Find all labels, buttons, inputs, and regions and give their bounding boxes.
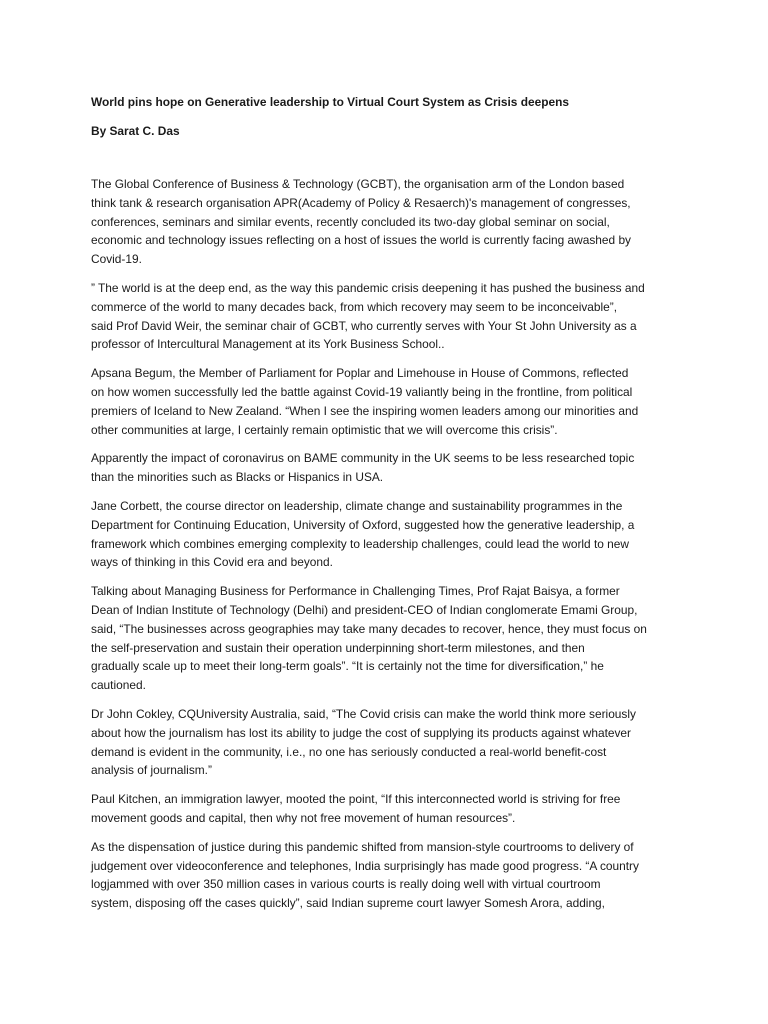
paragraph-line: Dean of Indian Institute of Technology (Delhi) and president-CEO of Indian conglomerate Emami Group, — [91, 602, 638, 617]
article-byline: By Sarat C. Das — [91, 124, 180, 138]
paragraph-line: said, “The businesses across geographies may take many decades to recover, hence, they must focus on — [91, 621, 647, 636]
paragraph-line: conferences, seminars and similar events, recently concluded its two-day global seminar on social, — [91, 214, 610, 229]
paragraph-line: Paul Kitchen, an immigration lawyer, mooted the point, “If this interconnected world is striving for free — [91, 792, 621, 807]
paragraph-line: As the dispensation of justice during this pandemic shifted from mansion-style courtrooms to delivery of — [91, 839, 634, 854]
paragraph-line: about how the journalism has lost its ability to judge the cost of supplying its products against whatever — [91, 725, 632, 740]
paragraph-line: Dr John Cokley, CQUniversity Australia, said, “The Covid crisis can make the world think more seriously — [91, 706, 636, 721]
paragraph-line: movement goods and capital, then why not free movement of human resources”. — [91, 810, 516, 825]
paragraph-line: ” The world is at the deep end, as the way this pandemic crisis deepening it has pushed the business and — [91, 280, 645, 295]
paragraph-line: Covid-19. — [91, 252, 142, 267]
paragraph-line: logjammed with over 350 million cases in various courts is really doing well with virtual courtroom — [91, 877, 601, 892]
paragraph-line: Jane Corbett, the course director on leadership, climate change and sustainability programmes in the — [91, 498, 623, 513]
paragraph — [91, 582, 691, 695]
paragraph — [91, 790, 691, 828]
paragraph-line: commerce of the world to many decades back, from which recovery may seem to be inconceivable”, — [91, 299, 618, 314]
paragraph-line: Department for Continuing Education, University of Oxford, suggested how the generative leadership, a — [91, 517, 635, 532]
paragraph-line: other communities at large, I certainly remain optimistic that we will overcome this crisis”. — [91, 422, 558, 437]
paragraph-line: premiers of Iceland to New Zealand. “When I see the inspiring women leaders among our minorities and — [91, 403, 639, 418]
paragraph — [91, 279, 691, 354]
paragraph-line: economic and technology issues reflecting on a host of issues the world is currently facing awashed by — [91, 233, 631, 248]
paragraph-line: judgement over videoconference and telephones, India surprisingly has made good progress. “A country — [91, 858, 639, 873]
paragraph — [91, 449, 691, 487]
paragraph-line: demand is evident in the community, i.e., no one has seriously conducted a real-world benefit-cost — [91, 744, 607, 759]
paragraph — [91, 497, 691, 572]
paragraph — [91, 364, 691, 439]
paragraph — [91, 705, 691, 780]
paragraph-line: analysis of journalism.” — [91, 763, 212, 778]
paragraph-line: Talking about Managing Business for Performance in Challenging Times, Prof Rajat Baisya, a former — [91, 584, 620, 599]
paragraph — [91, 838, 691, 913]
paragraph — [91, 175, 691, 269]
paragraph-line: ways of thinking in this Covid era and beyond. — [91, 555, 333, 570]
paragraph-line: than the minorities such as Blacks or Hispanics in USA. — [91, 470, 384, 485]
paragraph-line: The Global Conference of Business & Technology (GCBT), the organisation arm of the London based — [91, 177, 625, 191]
article-body — [91, 175, 691, 913]
paragraph-line: Apsana Begum, the Member of Parliament for Poplar and Limehouse in House of Commons, reflected — [91, 366, 629, 381]
paragraph-line: system, disposing off the cases quickly”, said Indian supreme court lawyer Somesh Arora, adding, — [91, 896, 605, 911]
paragraph-line: the self-preservation and sustain their operation underpinning short-term milestones, and then — [91, 640, 585, 655]
paragraph-line: gradually scale up to meet their long-term goals”. “It is certainly not the time for diversification,” he — [91, 659, 604, 674]
paragraph-line: framework which combines emerging complexity to leadership challenges, could lead the world to new — [91, 536, 629, 551]
article-title: World pins hope on Generative leadership to Virtual Court System as Crisis deepens — [91, 95, 569, 109]
paragraph-line: professor of Intercultural Management at its York Business School.. — [91, 337, 445, 352]
paragraph-line: cautioned. — [91, 678, 146, 693]
paragraph-line: think tank & research organisation APR(Academy of Policy & Resaerch)'s management of congresses, — [91, 195, 631, 210]
paragraph-line: on how women successfully led the battle against Covid-19 valiantly being in the frontline, from political — [91, 384, 633, 399]
paragraph-line: said Prof David Weir, the seminar chair of GCBT, who currently serves with Your St John University as a — [91, 318, 637, 333]
paragraph-line: Apparently the impact of coronavirus on BAME community in the UK seems to be less researched topic — [91, 451, 635, 466]
document-page — [91, 93, 691, 923]
